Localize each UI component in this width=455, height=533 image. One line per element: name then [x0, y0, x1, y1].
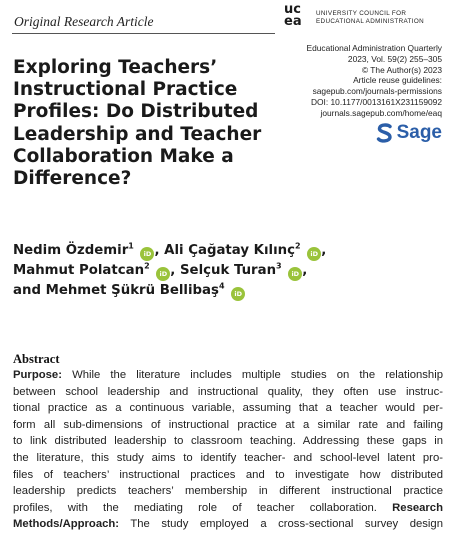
- abstract-line: leadership predicts teachers’ membership in different instructional practice: [13, 485, 443, 498]
- abstract-line: [13, 500, 443, 517]
- ucea-name: [316, 10, 451, 26]
- affiliation-marker: 1: [128, 241, 134, 251]
- title-line: Instructional Practice: [13, 79, 238, 101]
- abstract-line: between school leadership and instructional quality, they often use instruc-: [13, 385, 443, 398]
- affiliation-marker: 4: [218, 281, 225, 291]
- author-name: Mehmet Şükrü Bellibaş: [45, 283, 219, 298]
- abstract-body: [13, 367, 443, 533]
- orcid-icon[interactable]: iD: [156, 267, 170, 281]
- abstract-line: tional practice as a continuous variable, assuming that a teacher would per-: [13, 402, 443, 415]
- affiliation-marker: 2: [144, 261, 150, 271]
- affiliation-marker: 2: [294, 241, 301, 251]
- title-line: Collaboration Make a: [13, 145, 234, 167]
- abstract-text: profiles, with the mediating role of teacher collaboration.: [13, 501, 377, 514]
- ucea-logo-bottom: ea: [284, 14, 302, 29]
- sage-s-icon: [376, 123, 393, 143]
- orcid-icon[interactable]: iD: [307, 247, 321, 261]
- abstract-line: form all sub-dimensions of instructional practice at a similar rate and failing: [13, 418, 443, 431]
- abstract-line: the literature, this study aims to identify teacher- and school-level latent pro-: [13, 451, 443, 464]
- journal-copyright: © The Author(s) 2023: [361, 64, 442, 75]
- orcid-icon[interactable]: iD: [288, 267, 302, 281]
- author-line: Mahmut Polatcan$^2$ iD , Selçuk Turan$^3$ iD ,: [13, 261, 343, 281]
- title-line: Difference?: [13, 168, 132, 190]
- journal-name: Educational Administration Quarterly: [306, 43, 442, 53]
- header-rule: [12, 33, 275, 34]
- title-line: Leadership and Teacher: [13, 123, 262, 145]
- purpose-label: Purpose:: [13, 369, 62, 381]
- abstract-line: [13, 516, 443, 533]
- methods-label-part1: Research: [392, 501, 443, 514]
- title-line: Profiles: Do Distributed: [13, 101, 259, 123]
- author-list: [13, 241, 343, 301]
- permissions-link[interactable]: sagepub.com/journals-permissions: [312, 86, 442, 97]
- author-name: Mahmut Polatcan: [13, 263, 145, 278]
- author-conjunction: and: [13, 283, 46, 298]
- abstract-line: [13, 367, 443, 384]
- abstract-text: The study employed a cross-sectional survey design: [119, 518, 443, 531]
- title-line: Exploring Teachers’: [13, 57, 218, 78]
- article-type: Original Research Article: [14, 14, 154, 29]
- affiliation-marker: 3: [276, 261, 282, 271]
- article-title: [13, 57, 278, 190]
- orcid-icon[interactable]: iD: [140, 247, 154, 261]
- doi[interactable]: DOI: 10.1177/0013161X231159092: [310, 96, 442, 107]
- orcid-icon[interactable]: iD: [231, 287, 245, 301]
- journal-citation: 2023, Vol. 59(2) 255–305: [347, 53, 442, 64]
- author-name: Ali Çağatay Kılınç: [164, 243, 295, 258]
- author-line: [13, 281, 343, 301]
- author-line: Nedim Özdemir$^1$ iD , Ali Çağatay Kılınç$^2$ iD ,: [13, 241, 343, 261]
- sage-wordmark: Sage: [396, 122, 442, 143]
- author-name: Nedim Özdemir: [13, 243, 129, 258]
- reuse-guidelines: Article reuse guidelines:: [353, 75, 442, 86]
- ucea-logo: [284, 4, 314, 28]
- abstract-text: While the literature includes multiple studies on the relationship: [61, 369, 443, 381]
- methods-label-part2: Methods/Approach:: [13, 518, 120, 531]
- abstract-line: files of teachers’ instructional practices and to investigate how distributed: [13, 468, 443, 481]
- ucea-name-line1: UNIVERSITY COUNCIL FOR: [316, 10, 407, 17]
- abstract-line: to link distributed leadership to classroom teaching. Addressing these gaps in: [13, 435, 443, 448]
- ucea-logo-top: uc: [284, 2, 301, 17]
- ucea-name-line2: EDUCATIONAL ADMINISTRATION: [316, 18, 424, 25]
- author-name: Selçuk Turan: [179, 263, 277, 278]
- sage-logo: [376, 122, 442, 144]
- abstract-heading: Abstract: [13, 352, 60, 366]
- ucea-logo-block: [284, 4, 449, 36]
- journal-home-link[interactable]: journals.sagepub.com/home/eaq: [320, 107, 442, 118]
